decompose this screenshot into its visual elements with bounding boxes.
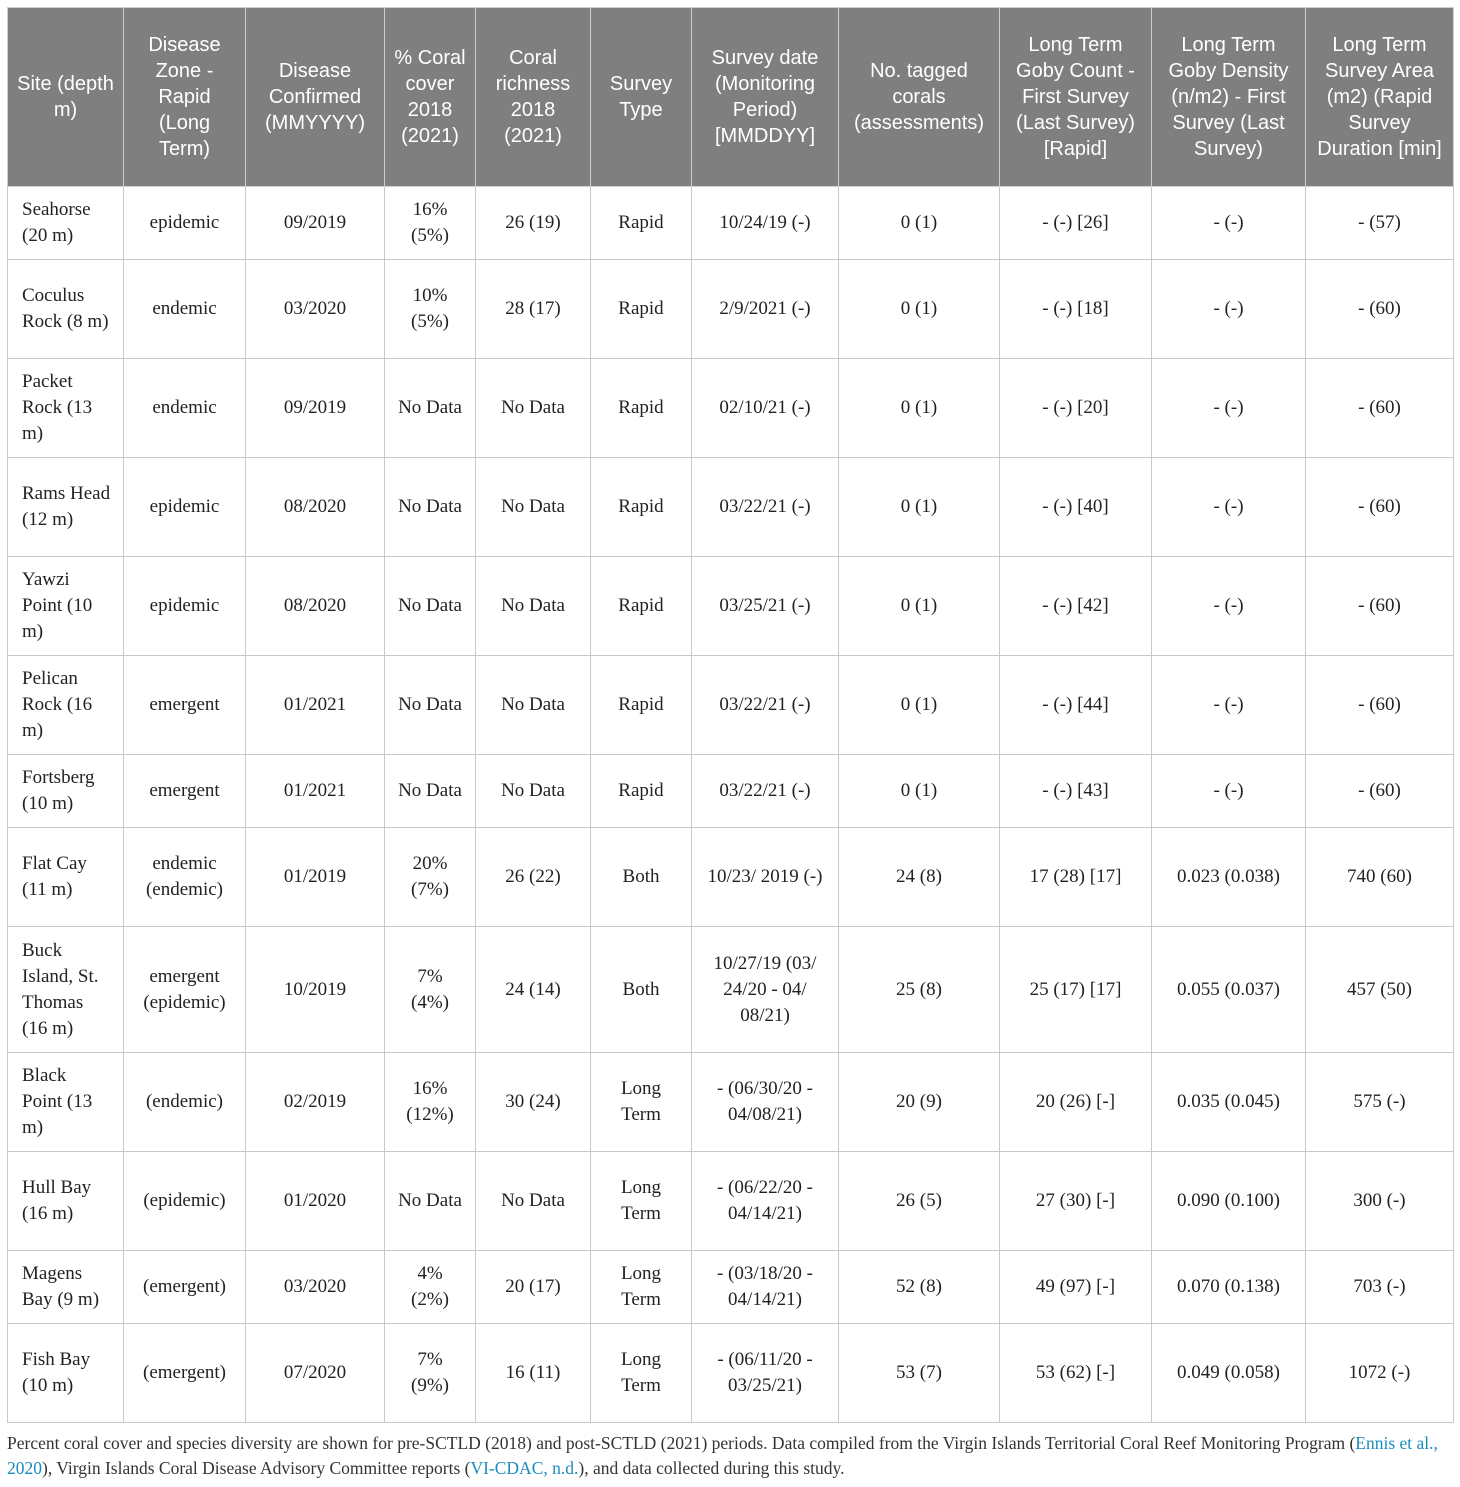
cell-tagged-corals: 53 (7) bbox=[839, 1324, 1000, 1423]
cell-survey-date: 10/27/19 (03/ 24/20 - 04/ 08/21) bbox=[692, 927, 839, 1053]
header-disease-zone: Disease Zone - Rapid (Long Term) bbox=[124, 8, 246, 187]
table-row bbox=[8, 1251, 1454, 1324]
cell-goby-count: 49 (97) [-] bbox=[1000, 1251, 1152, 1324]
cell-disease-zone: epidemic bbox=[124, 187, 246, 260]
cell-site: Rams Head (12 m) bbox=[8, 458, 124, 557]
cell-disease-zone: epidemic bbox=[124, 557, 246, 656]
cell-site: Black Point (13 m) bbox=[8, 1053, 124, 1152]
cell-disease-zone: endemic bbox=[124, 359, 246, 458]
cell-disease-confirmed: 09/2019 bbox=[246, 359, 385, 458]
header-goby-density: Long Term Goby Density (n/m2) - First Survey (Last Survey) bbox=[1152, 8, 1306, 187]
header-tagged-corals: No. tagged corals (assessments) bbox=[839, 8, 1000, 187]
cell-survey-date: 10/23/ 2019 (-) bbox=[692, 828, 839, 927]
cell-goby-count: 27 (30) [-] bbox=[1000, 1152, 1152, 1251]
cell-site: Hull Bay (16 m) bbox=[8, 1152, 124, 1251]
cell-coral-cover: 10% (5%) bbox=[385, 260, 476, 359]
cell-survey-date: 2/9/2021 (-) bbox=[692, 260, 839, 359]
cell-coral-richness: 20 (17) bbox=[476, 1251, 591, 1324]
cell-goby-density: - (-) bbox=[1152, 557, 1306, 656]
cell-goby-count: 20 (26) [-] bbox=[1000, 1053, 1152, 1152]
table-row bbox=[8, 1324, 1454, 1423]
citation-link-vi-cdac[interactable]: VI-CDAC, n.d. bbox=[470, 1458, 579, 1478]
cell-goby-density: - (-) bbox=[1152, 656, 1306, 755]
cell-goby-density: - (-) bbox=[1152, 359, 1306, 458]
cell-goby-density: - (-) bbox=[1152, 755, 1306, 828]
cell-survey-area: 703 (-) bbox=[1306, 1251, 1454, 1324]
header-coral-cover: % Coral cover 2018 (2021) bbox=[385, 8, 476, 187]
cell-survey-date: - (06/22/20 - 04/14/21) bbox=[692, 1152, 839, 1251]
cell-survey-type: Rapid bbox=[591, 260, 692, 359]
cell-coral-cover: No Data bbox=[385, 755, 476, 828]
cell-disease-zone: endemic bbox=[124, 260, 246, 359]
cell-disease-confirmed: 03/2020 bbox=[246, 260, 385, 359]
header-disease-confirmed: Disease Confirmed (MMYYYY) bbox=[246, 8, 385, 187]
cell-goby-density: 0.023 (0.038) bbox=[1152, 828, 1306, 927]
cell-coral-cover: No Data bbox=[385, 359, 476, 458]
cell-disease-confirmed: 01/2021 bbox=[246, 656, 385, 755]
cell-coral-cover: 20% (7%) bbox=[385, 828, 476, 927]
cell-tagged-corals: 25 (8) bbox=[839, 927, 1000, 1053]
cell-disease-confirmed: 07/2020 bbox=[246, 1324, 385, 1423]
header-goby-count: Long Term Goby Count - First Survey (Last Survey) [Rapid] bbox=[1000, 8, 1152, 187]
cell-site: Pelican Rock (16 m) bbox=[8, 656, 124, 755]
cell-goby-density: 0.049 (0.058) bbox=[1152, 1324, 1306, 1423]
cell-coral-richness: No Data bbox=[476, 755, 591, 828]
cell-site: Fish Bay (10 m) bbox=[8, 1324, 124, 1423]
cell-survey-type: Both bbox=[591, 927, 692, 1053]
table-row bbox=[8, 458, 1454, 557]
table-row bbox=[8, 927, 1454, 1053]
cell-site: Magens Bay (9 m) bbox=[8, 1251, 124, 1324]
cell-survey-area: 300 (-) bbox=[1306, 1152, 1454, 1251]
cell-coral-cover: 4% (2%) bbox=[385, 1251, 476, 1324]
cell-tagged-corals: 0 (1) bbox=[839, 260, 1000, 359]
table-footnote bbox=[7, 1431, 1453, 1481]
cell-goby-density: 0.070 (0.138) bbox=[1152, 1251, 1306, 1324]
header-coral-richness: Coral richness 2018 (2021) bbox=[476, 8, 591, 187]
table-row bbox=[8, 656, 1454, 755]
cell-survey-area: - (60) bbox=[1306, 755, 1454, 828]
cell-survey-date: 02/10/21 (-) bbox=[692, 359, 839, 458]
cell-tagged-corals: 26 (5) bbox=[839, 1152, 1000, 1251]
table-row bbox=[8, 755, 1454, 828]
cell-survey-area: 740 (60) bbox=[1306, 828, 1454, 927]
cell-coral-cover: 7% (4%) bbox=[385, 927, 476, 1053]
cell-coral-richness: No Data bbox=[476, 359, 591, 458]
header-survey-area: Long Term Survey Area (m2) (Rapid Survey Duration [min] bbox=[1306, 8, 1454, 187]
cell-coral-cover: No Data bbox=[385, 656, 476, 755]
cell-goby-count: - (-) [43] bbox=[1000, 755, 1152, 828]
footnote-text-1: Percent coral cover and species diversity are shown for pre-SCTLD (2018) and post-SCTLD (2021) periods. Data compiled from the Virgin Islands Territorial Coral Reef Monitoring Program ( bbox=[7, 1433, 1356, 1453]
cell-disease-zone: endemic (endemic) bbox=[124, 828, 246, 927]
cell-survey-area: 1072 (-) bbox=[1306, 1324, 1454, 1423]
cell-disease-zone: (emergent) bbox=[124, 1251, 246, 1324]
cell-survey-date: - (03/18/20 - 04/14/21) bbox=[692, 1251, 839, 1324]
cell-site: Buck Island, St. Thomas (16 m) bbox=[8, 927, 124, 1053]
cell-disease-confirmed: 01/2020 bbox=[246, 1152, 385, 1251]
cell-survey-type: Rapid bbox=[591, 557, 692, 656]
cell-disease-zone: emergent bbox=[124, 656, 246, 755]
cell-coral-richness: No Data bbox=[476, 557, 591, 656]
cell-tagged-corals: 52 (8) bbox=[839, 1251, 1000, 1324]
cell-survey-type: Long Term bbox=[591, 1324, 692, 1423]
cell-coral-richness: No Data bbox=[476, 656, 591, 755]
cell-survey-type: Rapid bbox=[591, 656, 692, 755]
cell-coral-richness: No Data bbox=[476, 1152, 591, 1251]
cell-disease-zone: (endemic) bbox=[124, 1053, 246, 1152]
table-row bbox=[8, 1053, 1454, 1152]
cell-disease-zone: emergent (epidemic) bbox=[124, 927, 246, 1053]
header-survey-type: Survey Type bbox=[591, 8, 692, 187]
cell-survey-area: - (60) bbox=[1306, 359, 1454, 458]
coral-survey-table bbox=[7, 7, 1454, 1423]
cell-survey-area: - (60) bbox=[1306, 260, 1454, 359]
cell-survey-area: 575 (-) bbox=[1306, 1053, 1454, 1152]
table-container bbox=[7, 7, 1453, 1423]
table-row bbox=[8, 557, 1454, 656]
cell-site: Seahorse (20 m) bbox=[8, 187, 124, 260]
cell-coral-cover: No Data bbox=[385, 458, 476, 557]
cell-goby-count: - (-) [26] bbox=[1000, 187, 1152, 260]
cell-tagged-corals: 0 (1) bbox=[839, 359, 1000, 458]
cell-survey-area: - (60) bbox=[1306, 557, 1454, 656]
cell-goby-density: - (-) bbox=[1152, 458, 1306, 557]
cell-goby-density: 0.055 (0.037) bbox=[1152, 927, 1306, 1053]
cell-tagged-corals: 0 (1) bbox=[839, 656, 1000, 755]
header-site: Site (depth m) bbox=[8, 8, 124, 187]
cell-goby-count: - (-) [20] bbox=[1000, 359, 1152, 458]
cell-goby-density: 0.035 (0.045) bbox=[1152, 1053, 1306, 1152]
cell-disease-confirmed: 09/2019 bbox=[246, 187, 385, 260]
cell-goby-density: - (-) bbox=[1152, 260, 1306, 359]
cell-disease-confirmed: 03/2020 bbox=[246, 1251, 385, 1324]
cell-site: Packet Rock (13 m) bbox=[8, 359, 124, 458]
cell-survey-date: 03/22/21 (-) bbox=[692, 656, 839, 755]
cell-goby-count: 53 (62) [-] bbox=[1000, 1324, 1152, 1423]
cell-disease-confirmed: 02/2019 bbox=[246, 1053, 385, 1152]
cell-tagged-corals: 24 (8) bbox=[839, 828, 1000, 927]
cell-survey-type: Rapid bbox=[591, 458, 692, 557]
cell-coral-cover: No Data bbox=[385, 557, 476, 656]
header-row bbox=[8, 8, 1454, 187]
cell-goby-count: - (-) [18] bbox=[1000, 260, 1152, 359]
cell-survey-area: - (57) bbox=[1306, 187, 1454, 260]
cell-goby-density: - (-) bbox=[1152, 187, 1306, 260]
cell-coral-richness: 24 (14) bbox=[476, 927, 591, 1053]
cell-disease-confirmed: 01/2021 bbox=[246, 755, 385, 828]
cell-disease-confirmed: 08/2020 bbox=[246, 557, 385, 656]
cell-coral-richness: No Data bbox=[476, 458, 591, 557]
cell-coral-richness: 16 (11) bbox=[476, 1324, 591, 1423]
footnote-text-3: ), and data collected during this study. bbox=[578, 1458, 845, 1478]
cell-coral-richness: 28 (17) bbox=[476, 260, 591, 359]
cell-goby-count: - (-) [42] bbox=[1000, 557, 1152, 656]
cell-site: Yawzi Point (10 m) bbox=[8, 557, 124, 656]
cell-survey-type: Long Term bbox=[591, 1251, 692, 1324]
cell-disease-confirmed: 01/2019 bbox=[246, 828, 385, 927]
header-survey-date: Survey date (Monitoring Period) [MMDDYY] bbox=[692, 8, 839, 187]
cell-disease-zone: (epidemic) bbox=[124, 1152, 246, 1251]
cell-tagged-corals: 0 (1) bbox=[839, 458, 1000, 557]
cell-coral-cover: 7% (9%) bbox=[385, 1324, 476, 1423]
cell-survey-type: Rapid bbox=[591, 187, 692, 260]
cell-disease-zone: epidemic bbox=[124, 458, 246, 557]
cell-survey-date: 10/24/19 (-) bbox=[692, 187, 839, 260]
table-row bbox=[8, 187, 1454, 260]
cell-coral-richness: 26 (19) bbox=[476, 187, 591, 260]
cell-coral-cover: 16% (12%) bbox=[385, 1053, 476, 1152]
footnote-text-2: ), Virgin Islands Coral Disease Advisory Committee reports ( bbox=[42, 1458, 471, 1478]
cell-survey-type: Both bbox=[591, 828, 692, 927]
cell-goby-density: 0.090 (0.100) bbox=[1152, 1152, 1306, 1251]
cell-survey-type: Long Term bbox=[591, 1152, 692, 1251]
cell-survey-date: - (06/11/20 - 03/25/21) bbox=[692, 1324, 839, 1423]
cell-goby-count: 25 (17) [17] bbox=[1000, 927, 1152, 1053]
cell-survey-date: 03/22/21 (-) bbox=[692, 458, 839, 557]
table-row bbox=[8, 260, 1454, 359]
cell-goby-count: - (-) [40] bbox=[1000, 458, 1152, 557]
cell-goby-count: 17 (28) [17] bbox=[1000, 828, 1152, 927]
cell-survey-type: Rapid bbox=[591, 359, 692, 458]
cell-coral-cover: 16% (5%) bbox=[385, 187, 476, 260]
cell-tagged-corals: 0 (1) bbox=[839, 557, 1000, 656]
cell-disease-confirmed: 10/2019 bbox=[246, 927, 385, 1053]
cell-survey-area: - (60) bbox=[1306, 656, 1454, 755]
cell-survey-date: 03/25/21 (-) bbox=[692, 557, 839, 656]
cell-disease-zone: (emergent) bbox=[124, 1324, 246, 1423]
cell-survey-type: Long Term bbox=[591, 1053, 692, 1152]
cell-survey-date: - (06/30/20 - 04/08/21) bbox=[692, 1053, 839, 1152]
cell-survey-type: Rapid bbox=[591, 755, 692, 828]
cell-survey-date: 03/22/21 (-) bbox=[692, 755, 839, 828]
cell-coral-richness: 26 (22) bbox=[476, 828, 591, 927]
cell-tagged-corals: 0 (1) bbox=[839, 755, 1000, 828]
cell-tagged-corals: 20 (9) bbox=[839, 1053, 1000, 1152]
cell-tagged-corals: 0 (1) bbox=[839, 187, 1000, 260]
cell-site: Fortsberg (10 m) bbox=[8, 755, 124, 828]
table-row bbox=[8, 359, 1454, 458]
table-row bbox=[8, 1152, 1454, 1251]
cell-survey-area: - (60) bbox=[1306, 458, 1454, 557]
cell-disease-zone: emergent bbox=[124, 755, 246, 828]
cell-disease-confirmed: 08/2020 bbox=[246, 458, 385, 557]
table-row bbox=[8, 828, 1454, 927]
cell-goby-count: - (-) [44] bbox=[1000, 656, 1152, 755]
cell-site: Flat Cay (11 m) bbox=[8, 828, 124, 927]
cell-coral-richness: 30 (24) bbox=[476, 1053, 591, 1152]
cell-survey-area: 457 (50) bbox=[1306, 927, 1454, 1053]
citation-link-ennis[interactable]: Ennis et al., 2020 bbox=[7, 1433, 1438, 1478]
cell-coral-cover: No Data bbox=[385, 1152, 476, 1251]
cell-site: Coculus Rock (8 m) bbox=[8, 260, 124, 359]
